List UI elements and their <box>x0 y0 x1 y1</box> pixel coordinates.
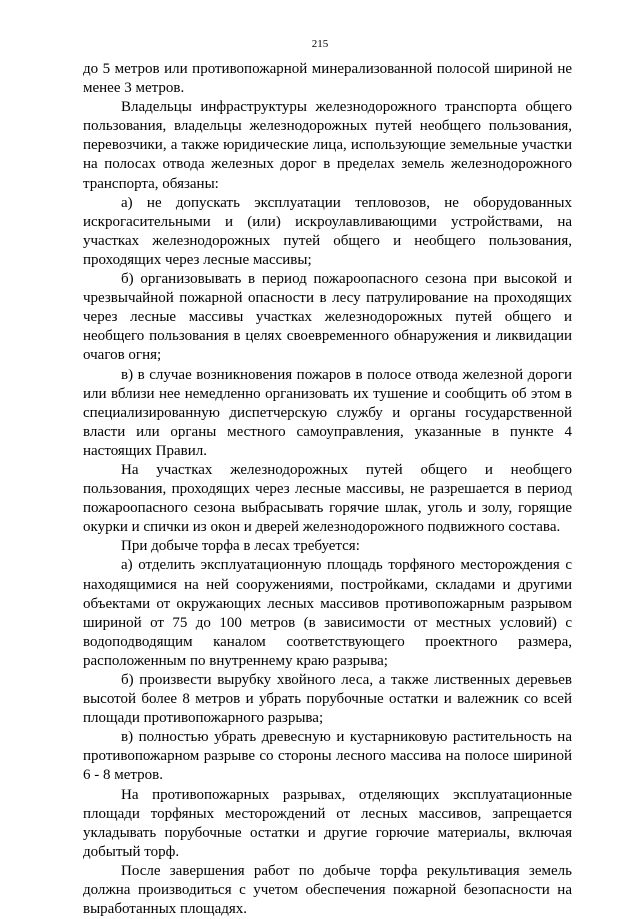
paragraph-railway-prohibition: На участках железнодорожных путей общего и необщего пользования, проходящих через лесные массивы, не разрешается в период пожароопасного сезона выбрасывать горячие шлак, уголь и золу, горящие окурки и спички из окон и дверей железнодорожного подвижного состава. <box>83 461 572 536</box>
paragraph-firebreak-prohibition: На противопожарных разрывах, отделяющих эксплуатационные площади торфяных месторождений от лесных массивов, запрещается укладывать порубочные остатки и другие горючие материалы, включая добытый торф. <box>83 786 572 860</box>
paragraph-continuation: до 5 метров или противопожарной минерализованной полосой шириной не менее 3 метров. <box>83 61 572 97</box>
document-body <box>83 60 572 919</box>
paragraph-peat-item-a: а) отделить эксплуатационную площадь торфяного месторождения с находящимися на ней сооружениями, постройками, складами и другими объектами от окружающих лесных массивов противопожарным разрывом шириной от 75 до 100 метров (в зависимости от местных условий) с водоподводящим каналом соответствующего проектного размера, расположенным по внутреннему краю разрыва; <box>83 557 572 669</box>
paragraph-item-b-patrol: б) организовывать в период пожароопасного сезона при высокой и чрезвычайной пожарной опасности в лесу патрулирование на проходящих через лесные массивы участках железнодорожных путей общего и необщего пользования в целях своевременного обнаружения и ликвидации очагов огня; <box>83 271 572 364</box>
paragraph-railway-owners-obligations: Владельцы инфраструктуры железнодорожного транспорта общего пользования, владельцы железнодорожных путей необщего пользования, перевозчики, а также юридические лица, использующие земельные участки на полосах отвода железных дорог в пределах земель железнодорожного транспорта, обязаны: <box>83 99 572 192</box>
paragraph-recultivation: После завершения работ по добыче торфа рекультивация земель должна производиться с учетом обеспечения пожарной безопасности на выработанных площадях. <box>83 862 572 918</box>
paragraph-item-c-fire-response: в) в случае возникновения пожаров в полосе отвода железной дороги или вблизи нее немедленно организовать их тушение и сообщить об этом в специализированную диспетчерскую службу и органы государственной власти или органы местного самоуправления, указанные в пункте 4 настоящих Правил. <box>83 366 572 459</box>
page-number: 215 <box>311 38 329 50</box>
paragraph-peat-item-c: в) полностью убрать древесную и кустарниковую растительность на противопожарном разрыве со стороны лесного массива на полосе шириной 6 - 8 метров. <box>83 729 572 784</box>
paragraph-peat-item-b: б) произвести вырубку хвойного леса, а также лиственных деревьев высотой более 8 метров и убрать порубочные остатки и валежник со всей площади противопожарного разрыва; <box>83 672 572 727</box>
paragraph-peat-requirements: При добыче торфа в лесах требуется: <box>121 538 360 555</box>
paragraph-item-a-locomotives: а) не допускать эксплуатации тепловозов, не оборудованных искрогасительными и (или) искроулавливающими устройствами, на участках железнодорожных путей общего и необщего пользования, проходящих через лесные массивы; <box>83 194 572 268</box>
